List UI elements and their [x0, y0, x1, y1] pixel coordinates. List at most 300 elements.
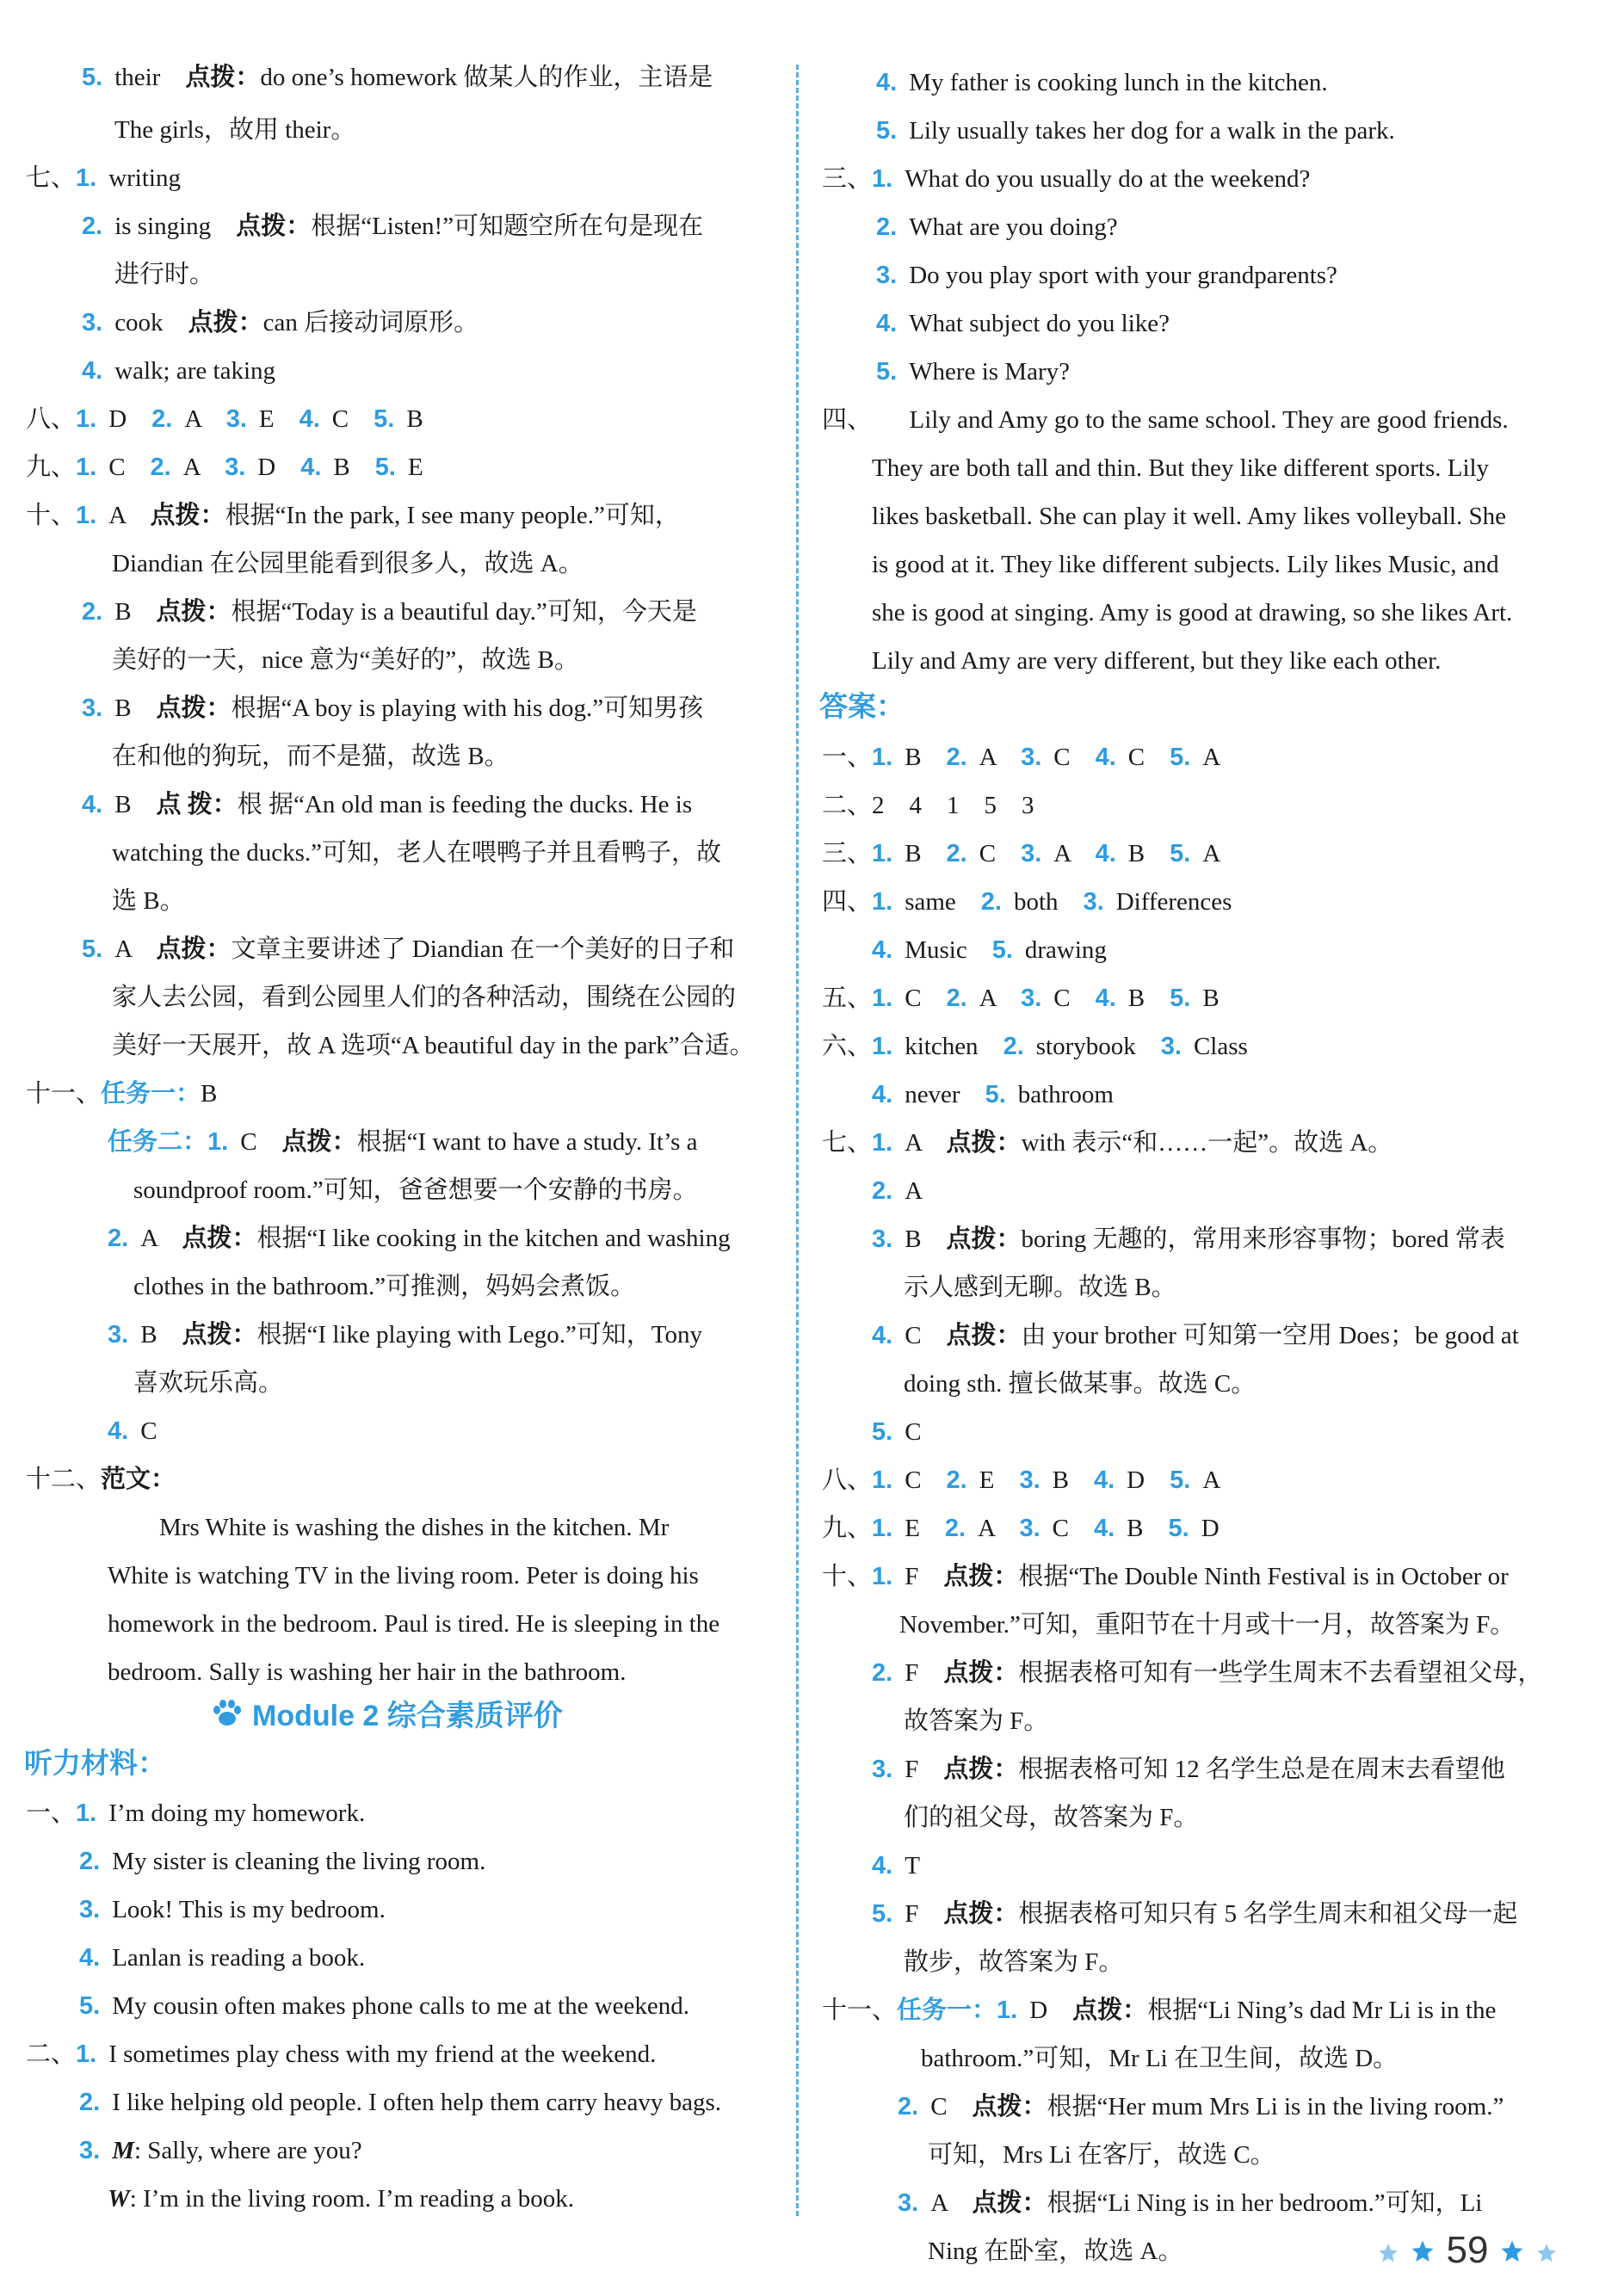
text-segment: 在和他的狗玩，而不是猫，故选 B。 — [112, 743, 509, 770]
text-segment: Class — [1193, 1033, 1248, 1060]
item-number: 3. — [79, 2137, 101, 2164]
text-line — [26, 450, 423, 485]
item-number: 3. — [79, 1896, 101, 1923]
item-number: 1. — [872, 888, 893, 916]
text-segment: C — [905, 985, 947, 1012]
text-segment: she is good at singing. Amy is good at drawing, so she likes Art. — [872, 599, 1513, 627]
text-line — [108, 1318, 702, 1352]
item-number: 4. — [82, 791, 103, 818]
text-segment: watching the ducks.”可知，老人在喂鸭子并且看鸭子，故 — [112, 839, 722, 867]
text-segment: 四、 — [822, 888, 873, 916]
text-segment: never — [905, 1081, 985, 1108]
text-segment: soundproof room.”可知，爸爸想要一个安静的书房。 — [133, 1176, 698, 1204]
text-segment: clothes in the bathroom.”可推测，妈妈会煮饭。 — [133, 1273, 636, 1300]
item-number: 1. — [872, 1466, 893, 1494]
text-segment: B — [1052, 1466, 1094, 1494]
item-number: 3. — [898, 2189, 919, 2217]
text-segment: do one’s homework 做某人的作业，主语是 — [260, 64, 713, 91]
text-segment: B — [114, 791, 157, 818]
text-line — [872, 1077, 1114, 1112]
item-number: 5. — [872, 1418, 893, 1446]
item-number: 4. — [1095, 985, 1116, 1012]
text-line — [928, 2234, 1182, 2269]
text-segment: B — [1127, 985, 1170, 1012]
text-segment: The girls，故用 their。 — [114, 116, 356, 144]
text-line — [872, 499, 1506, 534]
text-line — [26, 1077, 217, 1111]
text-segment: What are you doing? — [909, 213, 1118, 241]
item-number: 3. — [1019, 1466, 1040, 1494]
item-number: 2. — [980, 888, 1002, 916]
text-line — [112, 739, 509, 774]
text-segment: can 后接动词原形。 — [262, 309, 479, 336]
text-segment: B — [1202, 985, 1220, 1012]
module-title — [211, 1697, 563, 1738]
text-segment: 七、 — [822, 1129, 873, 1157]
text-segment: C — [905, 1466, 947, 1494]
text-segment: C — [240, 1128, 282, 1156]
text-line — [876, 65, 1328, 100]
item-number: 4. — [1093, 1466, 1115, 1494]
item-number: 2. — [82, 213, 103, 240]
text-line — [108, 1414, 157, 1448]
text-segment: C — [140, 1417, 157, 1445]
text-line — [872, 1415, 922, 1449]
text-segment: 根据“Today is a beautiful day.”可知，今天是 — [231, 598, 697, 626]
text-line — [876, 258, 1337, 293]
text-segment: C — [905, 1322, 947, 1349]
item-number: 4. — [108, 1417, 129, 1445]
item-number: 1. — [872, 1129, 893, 1157]
item-number: 2. — [82, 598, 103, 626]
text-line — [112, 980, 736, 1015]
text-line — [822, 836, 1220, 871]
answers-heading: 答案： — [819, 690, 905, 722]
text-line — [822, 403, 1509, 437]
text-line — [822, 1993, 1496, 2028]
module-title-text: Module 2 综合素质评价 — [252, 1700, 563, 1732]
star-icon — [1377, 2231, 1399, 2274]
text-line — [133, 1173, 698, 1207]
text-segment: A — [905, 1177, 923, 1205]
text-line — [79, 1844, 485, 1879]
text-segment: 二、 — [26, 2040, 77, 2068]
item-number: 5. — [991, 936, 1013, 964]
star-icon — [1410, 2231, 1436, 2274]
text-segment: 家人去公园，看到公园里人们的各种活动，围绕在公园的 — [112, 984, 737, 1011]
task-label: 任务一： — [101, 1080, 201, 1108]
item-number: 2. — [1003, 1033, 1024, 1060]
text-segment: 根据“Li Ning’s dad Mr Li is in the — [1147, 1997, 1497, 2024]
text-line — [108, 1607, 719, 1641]
text-segment: A — [1202, 1466, 1221, 1494]
text-segment: 选 B。 — [112, 887, 185, 915]
text-line — [928, 2138, 1275, 2172]
text-segment: B — [1127, 1515, 1169, 1542]
star-icon — [1499, 2231, 1525, 2274]
text-segment: A — [182, 454, 225, 481]
text-segment: T — [905, 1852, 920, 1880]
text-segment: White is watching TV in the living room. Peter is doing his — [108, 1562, 699, 1590]
item-number: 4. — [872, 1322, 893, 1349]
text-segment: 九、 — [26, 454, 77, 481]
text-line — [108, 2182, 574, 2216]
text-line — [82, 209, 703, 244]
text-segment: 一、 — [822, 744, 873, 771]
item-number: 1. — [76, 405, 97, 433]
text-line — [79, 2133, 362, 2168]
text-segment: 十一、 — [26, 1080, 102, 1108]
item-number: 5. — [79, 1992, 101, 2020]
text-line — [822, 981, 1220, 1015]
text-line — [872, 596, 1512, 630]
text-segment: F — [905, 1563, 944, 1590]
text-line — [876, 114, 1395, 148]
hint-label: 点拨： — [156, 598, 232, 626]
text-line — [876, 210, 1118, 244]
text-segment: My father is cooking lunch in the kitchen. — [909, 69, 1328, 96]
text-segment: 八、 — [26, 405, 77, 433]
hint-label: 点拨： — [943, 1659, 1019, 1687]
item-number: 3. — [1083, 888, 1104, 916]
text-segment: E — [979, 1466, 1020, 1494]
text-line — [898, 2090, 1504, 2124]
text-line — [82, 306, 479, 340]
hint-label: 点拨： — [281, 1128, 357, 1156]
text-line — [876, 355, 1070, 389]
text-segment: 根据“In the park, I see many people.”可知， — [225, 502, 680, 529]
text-segment: walk; are taking — [114, 357, 276, 385]
hint-label: 点拨： — [943, 1900, 1019, 1928]
text-line — [112, 546, 584, 581]
item-number: 2. — [876, 213, 898, 241]
text-line — [79, 1941, 365, 1975]
item-number: 4. — [1095, 840, 1116, 867]
text-segment: with 表示“和……一起”。故选 A。 — [1021, 1129, 1393, 1157]
text-line — [872, 1752, 1505, 1787]
item-number: 1. — [76, 1799, 97, 1827]
page-number: 59 — [1446, 2229, 1489, 2271]
text-segment: I sometimes play chess with my friend at the weekend. — [108, 2040, 657, 2068]
item-number: 1. — [76, 454, 97, 481]
text-line — [82, 691, 703, 725]
text-line — [822, 162, 1310, 196]
text-segment: 十、 — [822, 1563, 873, 1590]
text-segment: B — [905, 744, 947, 771]
item-number: 5. — [1170, 1466, 1191, 1494]
text-line — [904, 1367, 1256, 1401]
item-number: 2. — [151, 405, 173, 433]
text-segment: : I’m in the living room. I’m reading a book. — [129, 2185, 575, 2213]
text-segment: bedroom. Sally is washing her hair in the bathroom. — [108, 1658, 627, 1686]
star-icon — [1535, 2231, 1558, 2274]
item-number: 4. — [299, 405, 320, 433]
hint-label: 点拨： — [156, 935, 232, 963]
text-segment: Lanlan is reading a book. — [112, 1944, 366, 1972]
item-number: 1. — [872, 165, 893, 193]
text-line — [26, 402, 423, 436]
text-line — [822, 885, 1232, 919]
text-line — [872, 451, 1489, 485]
text-segment: same — [905, 888, 981, 916]
text-segment: D — [108, 405, 152, 433]
text-line — [26, 498, 680, 533]
text-line — [822, 1559, 1509, 1594]
text-segment: B — [201, 1080, 218, 1108]
paw-icon — [211, 1699, 244, 1738]
item-number: 1. — [872, 1515, 893, 1542]
text-segment: A — [979, 744, 1022, 771]
item-number: 5. — [876, 358, 898, 386]
text-line — [26, 2037, 656, 2071]
hint-label: 点拨： — [946, 1129, 1022, 1157]
text-segment: writing — [108, 164, 181, 192]
hint-label: 点拨： — [943, 1563, 1019, 1590]
text-segment: November.”可知，重阳节在十月或十一月，故答案为 F。 — [899, 1611, 1516, 1639]
item-number: 5. — [1168, 1515, 1189, 1542]
item-number: 5. — [872, 1900, 893, 1928]
item-number: 3. — [1021, 840, 1042, 867]
item-number: 3. — [1160, 1033, 1182, 1060]
text-segment: 十一、 — [822, 1997, 898, 2024]
text-line — [822, 1511, 1220, 1546]
hint-label: 点拨： — [972, 2189, 1047, 2217]
item-number: 1. — [207, 1128, 229, 1156]
text-segment: 一、 — [26, 1799, 77, 1827]
item-number: 2. — [872, 1177, 893, 1205]
text-segment: B — [333, 454, 375, 481]
text-segment: Lily usually takes her dog for a walk in the park. — [909, 117, 1395, 145]
text-line — [114, 257, 214, 292]
hint-label: 点拨： — [972, 2093, 1047, 2120]
hint-label: 点拨： — [236, 213, 312, 240]
text-line — [872, 1897, 1517, 1931]
text-segment: 们的祖父母，故答案为 F。 — [904, 1804, 1199, 1831]
text-segment: 根据表格可知有一些学生周末不去看望祖父母， — [1018, 1659, 1543, 1687]
text-segment: their — [114, 64, 186, 91]
text-segment: 根据表格可知只有 5 名学生周末和祖父母一起 — [1018, 1900, 1518, 1928]
item-number: 3. — [108, 1321, 129, 1349]
item-number: 2. — [79, 2089, 101, 2116]
text-segment: Where is Mary? — [909, 358, 1070, 386]
hint-label: 点拨： — [185, 64, 261, 91]
text-segment: 七、 — [26, 164, 77, 192]
text-segment: 根据“Li Ning is in her bedroom.”可知，Li — [1047, 2189, 1483, 2217]
text-line — [82, 354, 275, 388]
text-segment: B — [406, 405, 423, 433]
text-segment: What subject do you like? — [909, 310, 1170, 337]
text-segment: likes basketball. She can play it well. Amy likes volleyball. She — [872, 503, 1506, 530]
item-number: 5. — [1170, 744, 1191, 771]
text-segment: Lily and Amy are very different, but they like each other. — [872, 647, 1442, 675]
text-line — [872, 1318, 1519, 1353]
text-line — [114, 113, 355, 147]
text-segment: 八、 — [822, 1466, 873, 1494]
text-segment: D — [1201, 1515, 1220, 1542]
text-segment: 二、2 4 1 5 3 — [822, 792, 1034, 819]
text-segment: is singing — [114, 213, 237, 240]
text-segment: 根据“The Double Ninth Festival is in October or — [1018, 1563, 1509, 1590]
item-number: 2. — [946, 985, 967, 1012]
text-segment: 进行时。 — [114, 261, 215, 288]
text-line — [112, 836, 721, 870]
text-segment: : Sally, where are you? — [133, 2137, 362, 2164]
hint-label: 点拨： — [946, 1322, 1022, 1349]
item-number: 4. — [1093, 1515, 1115, 1542]
speaker-label: W — [108, 2185, 130, 2213]
hint-label: 点拨： — [946, 1225, 1022, 1253]
text-line — [872, 644, 1441, 678]
item-number: 1. — [76, 164, 97, 192]
text-line — [898, 2186, 1482, 2220]
text-segment: D — [257, 454, 301, 481]
item-number: 1. — [872, 985, 893, 1012]
text-segment: My cousin often makes phone calls to me at the weekend. — [112, 1992, 690, 2020]
text-segment: B — [140, 1321, 182, 1349]
text-segment: 故答案为 F。 — [904, 1707, 1049, 1735]
text-segment: A — [184, 405, 226, 433]
text-segment: Mrs White is washing the dishes in the kitchen. Mr — [159, 1514, 670, 1541]
text-segment: F — [905, 1659, 944, 1687]
text-segment: Differences — [1115, 888, 1232, 916]
text-line — [872, 1174, 923, 1208]
text-segment: Ning 在卧室，故选 A。 — [928, 2238, 1183, 2265]
text-line — [112, 643, 579, 677]
text-segment: 喜欢玩乐高。 — [133, 1369, 284, 1397]
item-number: 5. — [985, 1081, 1006, 1108]
text-segment: A — [140, 1225, 182, 1252]
text-segment: 文章主要讲述了 Diandian 在一个美好的日子和 — [231, 935, 735, 963]
listening-heading: 听力材料： — [24, 1747, 166, 1779]
text-segment: 九、 — [822, 1515, 873, 1542]
text-segment: 根据“Her mum Mrs Li is in the living room.” — [1047, 2093, 1504, 2120]
text-segment: B — [114, 694, 157, 722]
item-number: 1. — [872, 840, 893, 867]
text-segment: C — [108, 454, 151, 481]
item-number: 5. — [82, 935, 103, 963]
item-number: 4. — [82, 357, 103, 385]
text-segment: 十、 — [26, 502, 77, 529]
text-line — [133, 1269, 635, 1304]
item-number: 3. — [225, 454, 246, 481]
text-segment: C — [1127, 744, 1170, 771]
text-line — [108, 1655, 626, 1689]
text-line — [26, 1462, 176, 1497]
text-line — [26, 1796, 365, 1830]
text-segment: What do you usually do at the weekend? — [905, 165, 1311, 193]
item-number: 5. — [1170, 985, 1191, 1012]
item-number: 5. — [1170, 840, 1191, 867]
item-number: 5. — [374, 454, 396, 481]
text-segment: Music — [905, 936, 992, 964]
text-line — [82, 595, 697, 629]
text-segment: C — [1053, 744, 1096, 771]
text-segment: A — [114, 935, 157, 963]
text-line — [159, 1510, 669, 1545]
text-segment: D — [1127, 1466, 1170, 1494]
text-segment: A — [1202, 744, 1221, 771]
text-segment: 三、 — [822, 840, 873, 867]
hint-label: 点拨： — [943, 1756, 1019, 1783]
text-segment: boring 无趣的，常用来形容事物；bored 常表 — [1021, 1225, 1505, 1253]
item-number: 4. — [872, 1852, 893, 1880]
text-line — [108, 1125, 698, 1159]
text-segment: 三、 — [822, 165, 873, 193]
item-number: 4. — [876, 310, 898, 337]
text-segment: 十二、 — [26, 1466, 102, 1493]
page-number-area — [1377, 2229, 1558, 2274]
item-number: 3. — [82, 309, 103, 336]
item-number: 3. — [1019, 1515, 1040, 1542]
text-segment: A — [108, 502, 151, 529]
text-segment: 美好一天展开，故 A 选项“A beautiful day in the park”合适。 — [112, 1032, 755, 1059]
item-number: 2. — [946, 840, 967, 867]
text-segment: Diandian 在公园里能看到很多人，故选 A。 — [112, 550, 584, 577]
text-segment: My sister is cleaning the living room. — [112, 1848, 486, 1875]
text-line — [904, 1704, 1048, 1738]
text-segment: 根 据“An old man is feeding the ducks. He is — [237, 791, 693, 818]
item-number: 3. — [82, 694, 103, 722]
text-line — [133, 1366, 283, 1400]
text-line — [82, 60, 713, 95]
text-segment: C — [905, 1418, 922, 1446]
text-segment: drawing — [1024, 936, 1107, 964]
item-number: 2. — [944, 1515, 966, 1542]
text-segment: homework in the bedroom. Paul is tired. He is sleeping in the — [108, 1610, 720, 1638]
text-segment: F — [905, 1900, 944, 1928]
text-line — [872, 1849, 920, 1883]
item-number: 2. — [872, 1659, 893, 1687]
text-segment: E — [407, 454, 423, 481]
hint-label: 点拨： — [182, 1321, 257, 1349]
text-segment: both — [1013, 888, 1084, 916]
hint-label: 范文： — [101, 1466, 176, 1493]
text-line — [822, 1029, 1248, 1064]
text-line — [112, 1028, 755, 1063]
text-segment: A — [979, 985, 1022, 1012]
text-line — [899, 1608, 1515, 1642]
text-segment: A — [978, 1515, 1020, 1542]
text-line — [26, 161, 181, 195]
text-segment: 五、 — [822, 985, 873, 1012]
text-line — [822, 1463, 1220, 1497]
text-line — [904, 1945, 1123, 1979]
text-line — [876, 306, 1170, 341]
text-segment: 根据“I like playing with Lego.”可知，Tony — [256, 1321, 703, 1349]
text-line — [872, 1656, 1542, 1690]
hint-label: 点 拨： — [156, 791, 238, 818]
item-number: 3. — [872, 1225, 893, 1253]
text-segment: 根据表格可知 12 名学生总是在周末去看望他 — [1018, 1756, 1505, 1783]
text-segment: 根据“I like cooking in the kitchen and washing — [256, 1225, 731, 1252]
item-number: 5. — [876, 117, 898, 145]
text-line — [921, 2041, 1398, 2076]
text-line — [82, 932, 734, 966]
text-segment: 散步，故答案为 F。 — [904, 1948, 1124, 1976]
hint-label: 点拨： — [156, 694, 232, 722]
hint-label: 点拨： — [1072, 1997, 1148, 2024]
item-number: 3. — [1021, 985, 1042, 1012]
item-number: 1. — [76, 2040, 97, 2068]
text-line — [872, 1222, 1505, 1256]
text-segment: I’m doing my homework. — [108, 1799, 366, 1827]
text-line — [872, 547, 1499, 582]
text-segment: C — [979, 840, 1022, 867]
text-segment: 根据“I want to have a study. It’s a — [356, 1128, 698, 1156]
text-line — [904, 1800, 1198, 1835]
text-segment: A — [930, 2189, 973, 2217]
item-number: 4. — [872, 936, 893, 964]
